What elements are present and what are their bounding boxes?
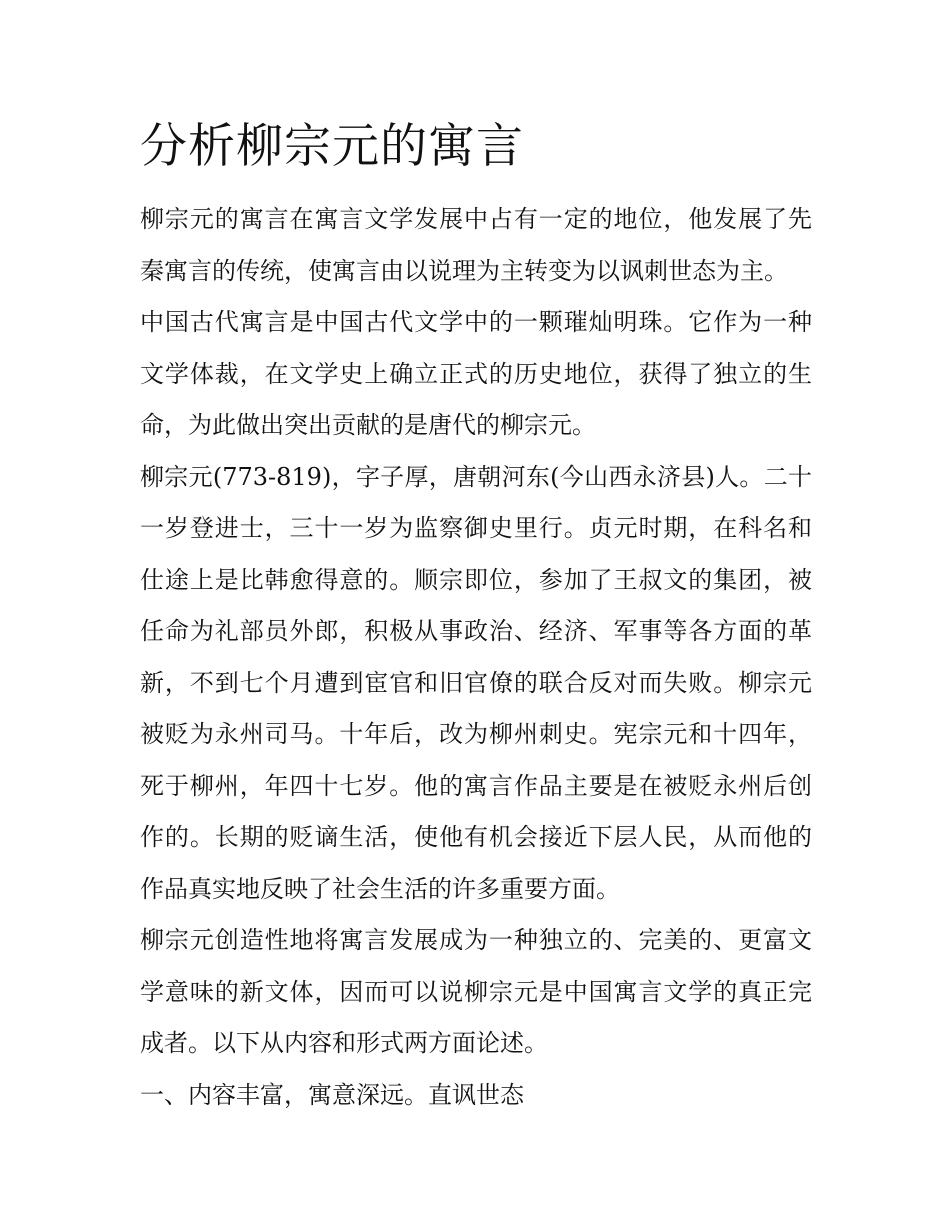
section-heading	[140, 1070, 812, 1122]
paragraph-line: 文学体裁，在文学史上确立正式的历史地位，获得了独立的生	[140, 359, 812, 388]
document-page	[140, 112, 812, 1121]
paragraph-line: 一、内容丰富，寓意深远。直讽世态	[140, 1080, 524, 1109]
paragraph-intro	[140, 194, 812, 297]
paragraph-line: 仕途上是比韩愈得意的。顺宗即位，参加了王叔文的集团，被	[140, 565, 812, 594]
paragraph-thesis	[140, 915, 812, 1070]
paragraph-line: 任命为礼部员外郎，积极从事政治、经济、军事等各方面的革	[140, 617, 812, 645]
paragraph-line: 柳宗元(773-819)，字子厚，唐朝河东(今山西永济县)人。二十	[140, 462, 812, 491]
paragraph-line: 一岁登进士，三十一岁为监察御史里行。贞元时期，在科名和	[140, 514, 812, 542]
paragraph-line: 命，为此做出突出贡献的是唐代的柳宗元。	[140, 411, 596, 439]
paragraph-background	[140, 297, 812, 452]
paragraph-line: 秦寓言的传统，使寓言由以说理为主转变为以讽刺世态为主。	[140, 256, 788, 285]
paragraph-line: 被贬为永州司马。十年后，改为柳州刺史。宪宗元和十四年，	[140, 720, 812, 748]
paragraph-line: 学意味的新文体，因而可以说柳宗元是中国寓言文学的真正完	[140, 977, 812, 1006]
paragraph-biography	[140, 452, 812, 916]
document-title: 分析柳宗元的寓言	[140, 119, 524, 174]
paragraph-line: 柳宗元的寓言在寓言文学发展中占有一定的地位，他发展了先	[140, 205, 812, 233]
paragraph-line: 作品真实地反映了社会生活的许多重要方面。	[140, 874, 620, 903]
paragraph-line: 死于柳州，年四十七岁。他的寓言作品主要是在被贬永州后创	[140, 771, 812, 800]
paragraph-line: 中国古代寓言是中国古代文学中的一颗璀灿明珠。它作为一种	[140, 308, 812, 336]
paragraph-line: 成者。以下从内容和形式两方面论述。	[140, 1029, 548, 1057]
paragraph-line: 柳宗元创造性地将寓言发展成为一种独立的、完美的、更富文	[140, 926, 812, 954]
paragraph-line: 作的。长期的贬谪生活，使他有机会接近下层人民，从而他的	[140, 823, 812, 851]
paragraph-line: 新，不到七个月遭到宦官和旧官僚的联合反对而失败。柳宗元	[140, 668, 812, 697]
